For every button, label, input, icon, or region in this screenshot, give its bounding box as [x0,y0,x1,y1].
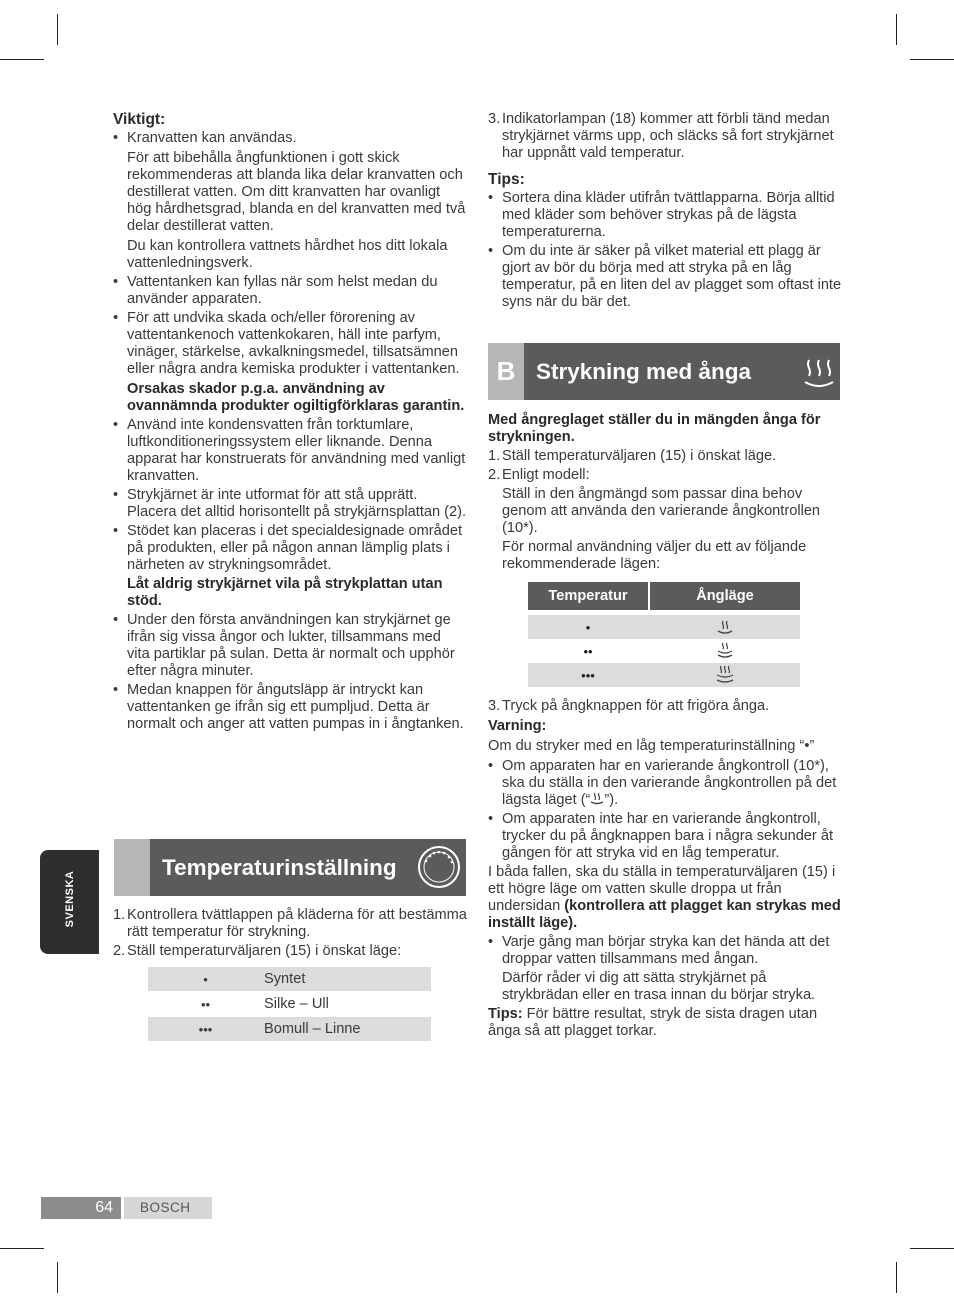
list-item-paragraph: Därför råder vi dig att sätta strykjärnet på strykbrädan eller en trasa innan du börjar stryka. [502,970,816,1003]
steam-icon [801,352,837,392]
steam-low-icon [716,618,734,635]
page-number-box [41,1197,121,1219]
tips-text: Tips: För bättre resultat, stryk de sista dragen utan ånga så att plagget torkar. [488,1006,818,1039]
list-item: • Varje gång man börjar stryka kan det hända att det droppar vatten tillsammans med ångan. [488,934,830,967]
list-item: • Strykjärnet är inte utformat för att stå upprätt. Placera det alltid horisontellt på strykjärnsplattan (2). [113,487,467,520]
section-title: Temperaturinställning [162,855,397,880]
steam-instructions [488,412,842,573]
step-2: 2. Ställ temperaturväljaren (15) i önskat läge: [113,943,402,959]
intro-text: Med ångreglaget ställer du in mängden ånga för strykningen. [488,412,821,445]
page-number: 64 [95,1199,113,1216]
steam-settings-table [528,582,800,687]
language-tab-label: SVENSKA [64,870,76,928]
list-item: • Använd inte kondensvatten från torktumlare, luftkonditioneringssystem eller liknande. Denna apparat har konstruerats för användning med vanligt kranvatten. [113,417,466,484]
temperature-dots: • [528,615,650,639]
column-header-temperature: Temperatur [528,582,650,610]
language-tab [40,850,99,954]
fabric-label: Silke – Ull [263,992,431,1016]
warning-heading: Varning: [488,718,547,734]
list-item: • För att undvika skada och/eller förorening av vattentankenoch vattenkokaren, häll inte parfym, vinäger, stärkelse, avkalkningsmedel, tillsatsämnen eller några andra kemiska produkter i vattentanken. [113,310,460,377]
fabric-label: Bomull – Linne [263,1017,431,1041]
table-row [528,639,800,663]
fabric-temperature-table [148,967,431,1041]
list-item: • Kranvatten kan användas. [113,130,297,146]
list-item-paragraph: Du kan kontrollera vattnets hårdhet hos ditt lokala vattenledningsverk. [127,238,448,271]
steam-instructions-bottom [488,698,842,1040]
temperature-section-banner [114,839,466,896]
list-item: • Stödet kan placeras i det specialdesignade området på produkten, eller på någon annan lämplig plats i närheten av strykningsområdet. [113,523,463,573]
table-row [148,967,431,991]
steam-high-icon [716,665,734,685]
fabric-label: Syntet [263,967,431,991]
tips-heading: Tips: [488,171,525,188]
step-2: 2. Enligt modell: [488,467,590,483]
viktigt-heading: Viktigt: [113,111,166,128]
steam-section-banner [488,343,840,400]
right-column-top [488,111,842,311]
table-row [148,1017,431,1041]
list-item: • Under den första användningen kan strykjärnet ge ifrån sig vissa ångor och lukter, tillsammans med vita partiklar på sulan. Detta är normalt och upphör efter några minuter. [113,612,455,679]
step-3: 3. Tryck på ångknappen för att frigöra ånga. [488,698,770,714]
steam-low-icon [590,792,604,805]
temperature-dots: ••• [528,663,650,687]
temperature-dots: •• [148,992,263,1016]
temperature-steps [113,907,467,960]
step-2-paragraph: Ställ in den ångmängd som passar dina behov genom att använda den varierande ångkontrollen (10*). [502,486,821,536]
list-item: • Medan knappen för ångutsläpp är intryckt kan vattentanken ge ifrån sig ett pumpljud. Detta är normalt och anger att vatten pumpas in i ångtanken. [113,682,464,732]
step-3: 3. Indikatorlampan (18) kommer att förbli tänd medan strykjärnet värms upp, och släcks så fort strykjärnet har uppnått vald temperatur. [488,111,834,161]
steam-medium-icon [716,642,734,659]
table-row [148,992,431,1016]
section-title: Strykning med ånga [536,359,752,384]
temperature-dots: ••• [148,1017,263,1041]
warning-text: Orsakas skador p.g.a. användning av ovannämnda produkter ogiltigförklaras garantin. [127,381,465,414]
column-header-steam: Ångläge [650,582,800,610]
warning-text: Låt aldrig strykjärnet vila på strykplattan utan stöd. [127,576,443,609]
brand-box [124,1197,212,1219]
step-1: 1. Ställ temperaturväljaren (15) i önskat läge. [488,448,777,464]
list-item-paragraph: För att bibehålla ångfunktionen i gott skick rekommenderas att blanda lika delar kranvatten och destillerat vatten. Om ditt kranvatten har ovanligt hög hårdhetsgrad, blanda en del kranvatten med två delar destillerat vatten. [127,150,466,234]
temperature-dial-icon [416,844,462,890]
list-item: • Om apparaten har en varierande ångkontroll (10*), ska du ställa in den varierande ångkontrollen på det lägsta läget (“ ”). [488,758,837,808]
warning-text: Om du stryker med en låg temperaturinställning “•” [488,738,815,754]
brand-label: BOSCH [140,1200,191,1215]
both-cases-text: I båda fallen, ska du ställa in temperaturväljaren (15) i ett högre läge om vatten skulle droppa ut från undersidan (kontrollera att plagget kan strykas med inställt läge). [488,864,841,931]
list-item: • Vattentanken kan fyllas när som helst medan du använder apparaten. [113,274,438,307]
section-letter: B [496,356,516,386]
left-column [113,111,467,733]
list-item: • Om du inte är säker på vilket material ett plagg är gjort av bör du börja med att stryka på en låg temperatur, på en liten del av plagget som oftast inte syns när du bär det. [488,243,842,310]
list-item: • Sortera dina kläder utifrån tvättlapparna. Börja alltid med kläder som behöver strykas på de lägsta temperaturerna. [488,190,835,240]
temperature-dots: • [148,967,263,991]
table-row [528,663,800,687]
step-2-paragraph: För normal användning väljer du ett av följande rekommenderade lägen: [502,539,807,572]
table-row [528,615,800,639]
temperature-dots: •• [528,639,650,663]
step-1: 1. Kontrollera tvättlappen på kläderna för att bestämma rätt temperatur för strykning. [113,907,467,940]
list-item: • Om apparaten inte har en varierande ångkontroll, trycker du på ångknappen bara i några sekunder åt gången för att stryka vid en låg temperatur. [488,811,834,861]
